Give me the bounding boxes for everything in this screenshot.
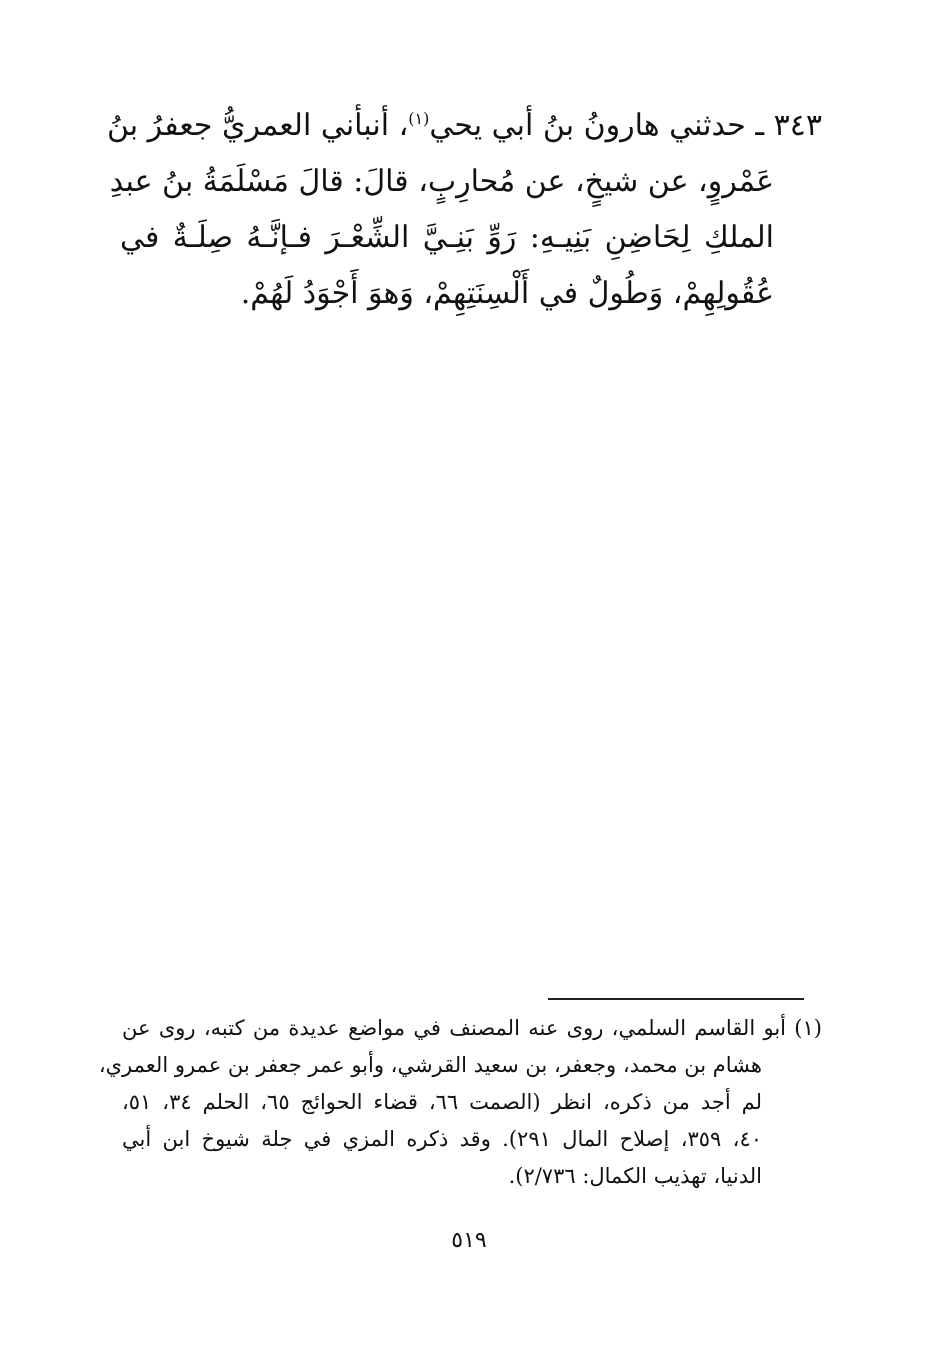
page-number: ٥١٩ xyxy=(451,1228,487,1253)
hadith-opening-continued: ، أنبأني العمريُّ جعفرُ بنُ xyxy=(106,108,409,143)
footnote-line-5: الدنيا، تهذيب الكمال: ٢/٧٣٦). xyxy=(508,1164,762,1188)
footnote-block xyxy=(98,1010,822,1195)
main-text-line-4: عُقُولِهِمْ، وَطُولٌ في أَلْسِنَتِهِمْ، وَهوَ أَجْوَدُ لَهُمْ. xyxy=(240,276,774,311)
hadith-opening: ٣٤٣ ـ حدثني هارونُ بنُ أبي يحي xyxy=(429,108,822,143)
main-text-block xyxy=(106,98,822,322)
main-text-line-2: عَمْروٍ، عن شيخٍ، عن مُحارِبٍ، قالَ: قالَ مَسْلَمَةُ بنُ عبدِ xyxy=(109,164,774,199)
footnote-line-3: لم أجد من ذكره، انظر (الصمت ٦٦، قضاء الحوائج ٦٥، الحلم ٣٤، ٥١، xyxy=(122,1090,762,1114)
footnote-line-4: ٤٠، ٣٥٩، إصلاح المال ٢٩١). وقد ذكره المزي في جلة شيوخ ابن أبي xyxy=(122,1127,762,1151)
main-text-line-3: الملكِ لِحَاضِنِ بَنِيـهِ: رَوِّ بَنِـيَّ الشِّعْـرَ فـإنَّـهُ صِلَـةٌ في xyxy=(120,220,774,255)
main-text-line-1 xyxy=(106,98,822,154)
footnote-line-2: هشام بن محمد، وجعفر، بن سعيد القرشي، وأبو عمر جعفر بن عمرو العمري، xyxy=(98,1053,762,1077)
footnote-separator xyxy=(548,998,804,1000)
footnote-line-1: (١) أبو القاسم السلمي، روى عنه المصنف في مواضع عديدة من كتبه، روى عن xyxy=(122,1016,822,1040)
footnote-marker[interactable]: (١) xyxy=(408,109,430,128)
